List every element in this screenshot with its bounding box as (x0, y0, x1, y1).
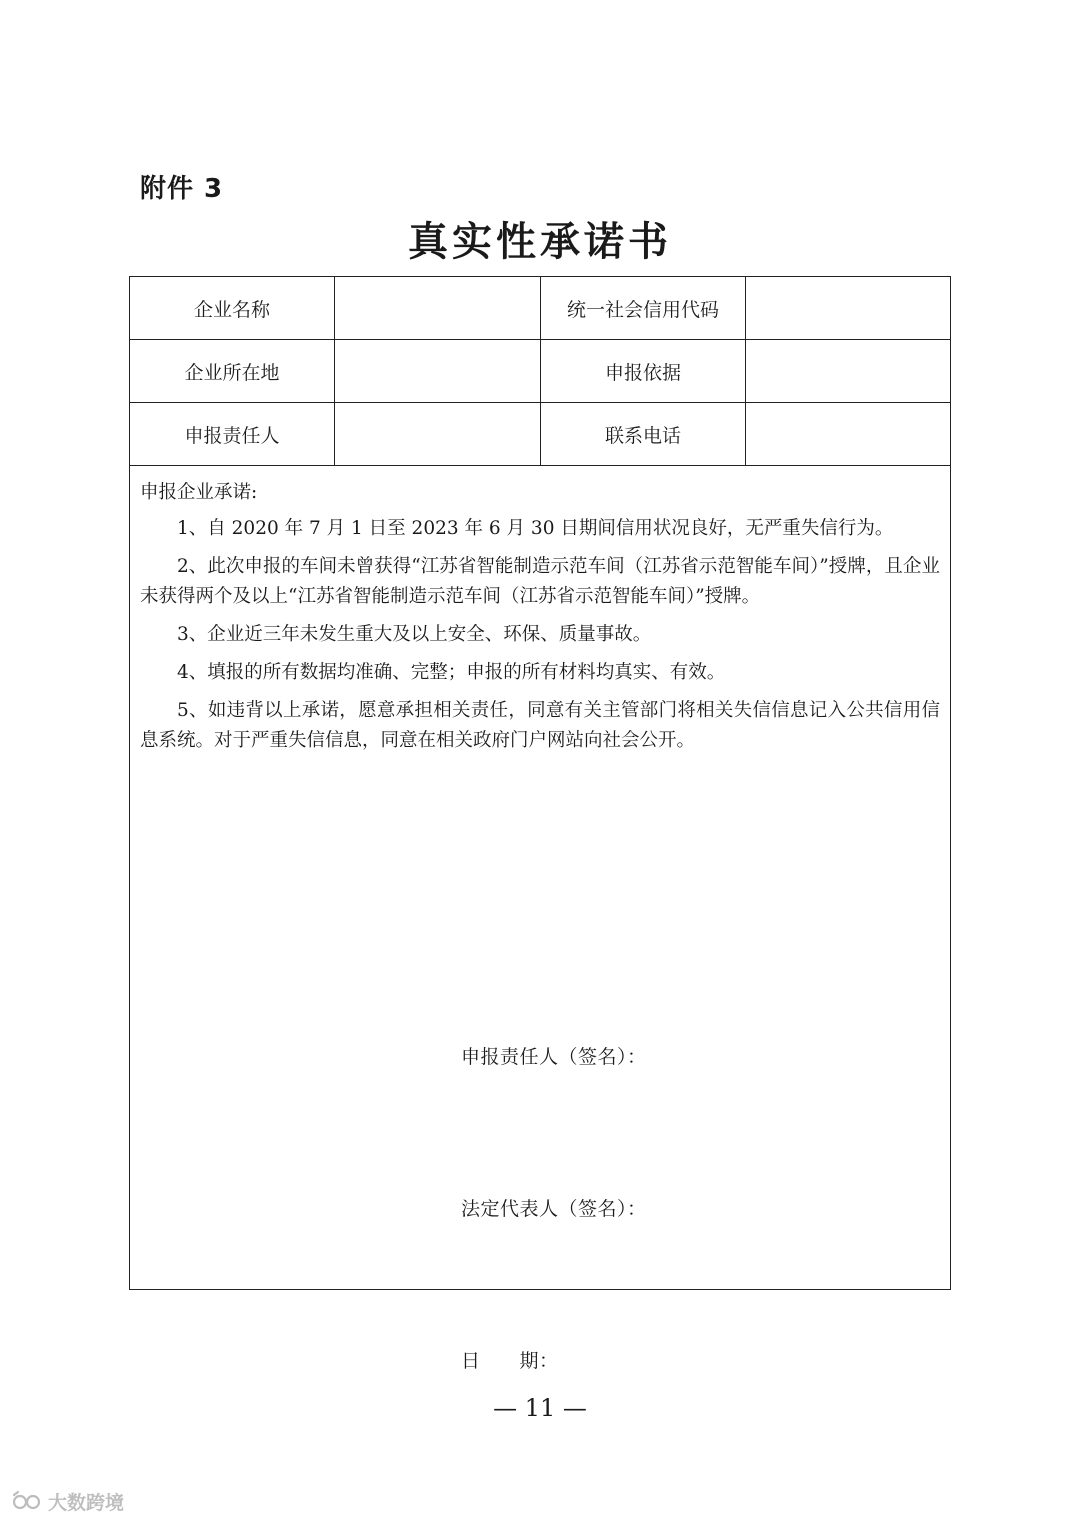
document-title: 真实性承诺书 (408, 218, 672, 265)
watermark-text: 大数跨境 (48, 1492, 125, 1514)
value-contact-phone[interactable] (746, 403, 949, 465)
pledge-form (129, 276, 951, 1372)
value-company-location[interactable] (335, 340, 541, 402)
label-responsible-person: 申报责任人 (130, 403, 335, 465)
pledge-item: 5、如违背以上承诺，愿意承担相关责任，同意有关主管部门将相关失信信息记入公共信用信息系统。对于严重失信信息，同意在相关政府门户网站向社会公开。 (140, 700, 940, 751)
label-application-basis: 申报依据 (541, 340, 746, 402)
pledge-item: 3、企业近三年未发生重大及以上安全、环保、质量事故。 (177, 624, 652, 645)
value-responsible-person[interactable] (335, 403, 541, 465)
label-company-name: 企业名称 (130, 277, 335, 339)
attachment-label: 附件 3 (140, 174, 224, 204)
label-credit-code: 统一社会信用代码 (541, 277, 746, 339)
info-row-contact (130, 403, 950, 466)
signature-date: 日 期： (461, 1350, 559, 1372)
page-number: — 11 — (493, 1394, 587, 1422)
value-credit-code[interactable] (746, 277, 949, 339)
watermark (12, 1488, 124, 1515)
signature-legal-representative: 法定代表人（签名）： (461, 1198, 647, 1220)
label-contact-phone: 联系电话 (541, 403, 746, 465)
label-company-location: 企业所在地 (130, 340, 335, 402)
pledge-item: 2、此次申报的车间未曾获得“江苏省智能制造示范车间（江苏省示范智能车间）”授牌，且企业未获得两个及以上“江苏省智能制造示范车间（江苏省示范智能车间）”授牌。 (140, 556, 940, 607)
value-application-basis[interactable] (746, 340, 949, 402)
pledge-heading: 申报企业承诺: (140, 482, 258, 503)
pledge-item: 1、自 2020 年 7 月 1 日至 2023 年 6 月 30 日期间信用状况良好，无严重失信行为。 (177, 518, 894, 539)
info-row-location (130, 340, 950, 403)
pledge-section (130, 466, 950, 1372)
signature-responsible-person: 申报责任人（签名）： (461, 1046, 647, 1068)
pledge-item: 4、填报的所有数据均准确、完整；申报的所有材料均真实、有效。 (177, 662, 726, 683)
value-company-name[interactable] (335, 277, 541, 339)
info-row-company (130, 277, 950, 340)
watermark-logo-icon (12, 1491, 42, 1513)
